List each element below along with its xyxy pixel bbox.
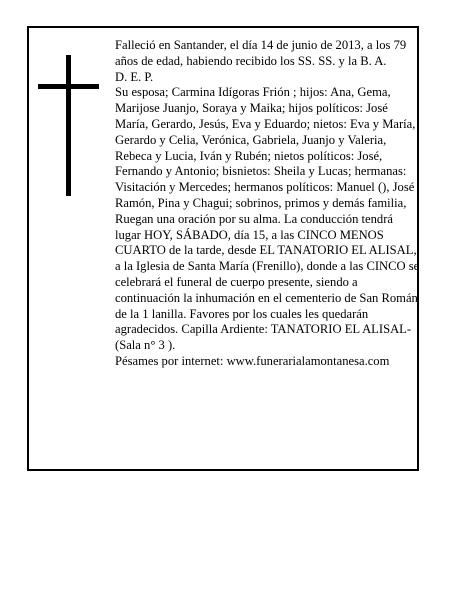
cross-horizontal-bar [38, 84, 99, 89]
family-list: Su esposa; Carmina Idígoras Frión ; hijos: Ana, Gema, Marijose Juanjo, Soraya y Maika; hijos políticos: José María, Gerardo, Jesús, Eva y Eduardo; nietos: Eva y María, Gerardo y Celia, Verónica, Gabriela, Juanjo y Valeria, Rebeca y Lucia, Iván y Rubén; nietos políticos: José, Fernando y Antonio; bisnietos: Sheila y Lucas; hermanas: Visitación y Mercedes; hermanos políticos: Manuel (), José Ramón, Pina y Chagui; sobrinos, primos y demás familia, [115, 85, 416, 210]
obituary-text [115, 38, 422, 370]
rest-in-peace: D. E. P. [115, 69, 154, 84]
condolences-line: Pésames por internet: www.funerarialamontanesa.com [115, 353, 390, 368]
death-announcement: Falleció en Santander, el día 14 de junio de 2013, a los 79 años de edad, habiendo recibido los SS. SS. y la B. A. [115, 38, 407, 68]
cross-vertical-bar [66, 55, 71, 196]
funeral-details: Ruegan una oración por su alma. La conducción tendrá lugar HOY, SÁBADO, día 15, a las CINCO MENOS CUARTO de la tarde, desde EL TANATORIO EL ALISAL, a la Iglesia de Santa María (Frenillo), donde a las CINCO se celebrará el funeral de cuerpo presente, siendo a continuación la inhumación en el cementerio de San Román de la 1 lanilla. Favores por los cuales les quedarán agradecidos. Capilla Ardiente: TANATORIO EL ALISAL- (Sala n° 3 ). [115, 211, 420, 353]
